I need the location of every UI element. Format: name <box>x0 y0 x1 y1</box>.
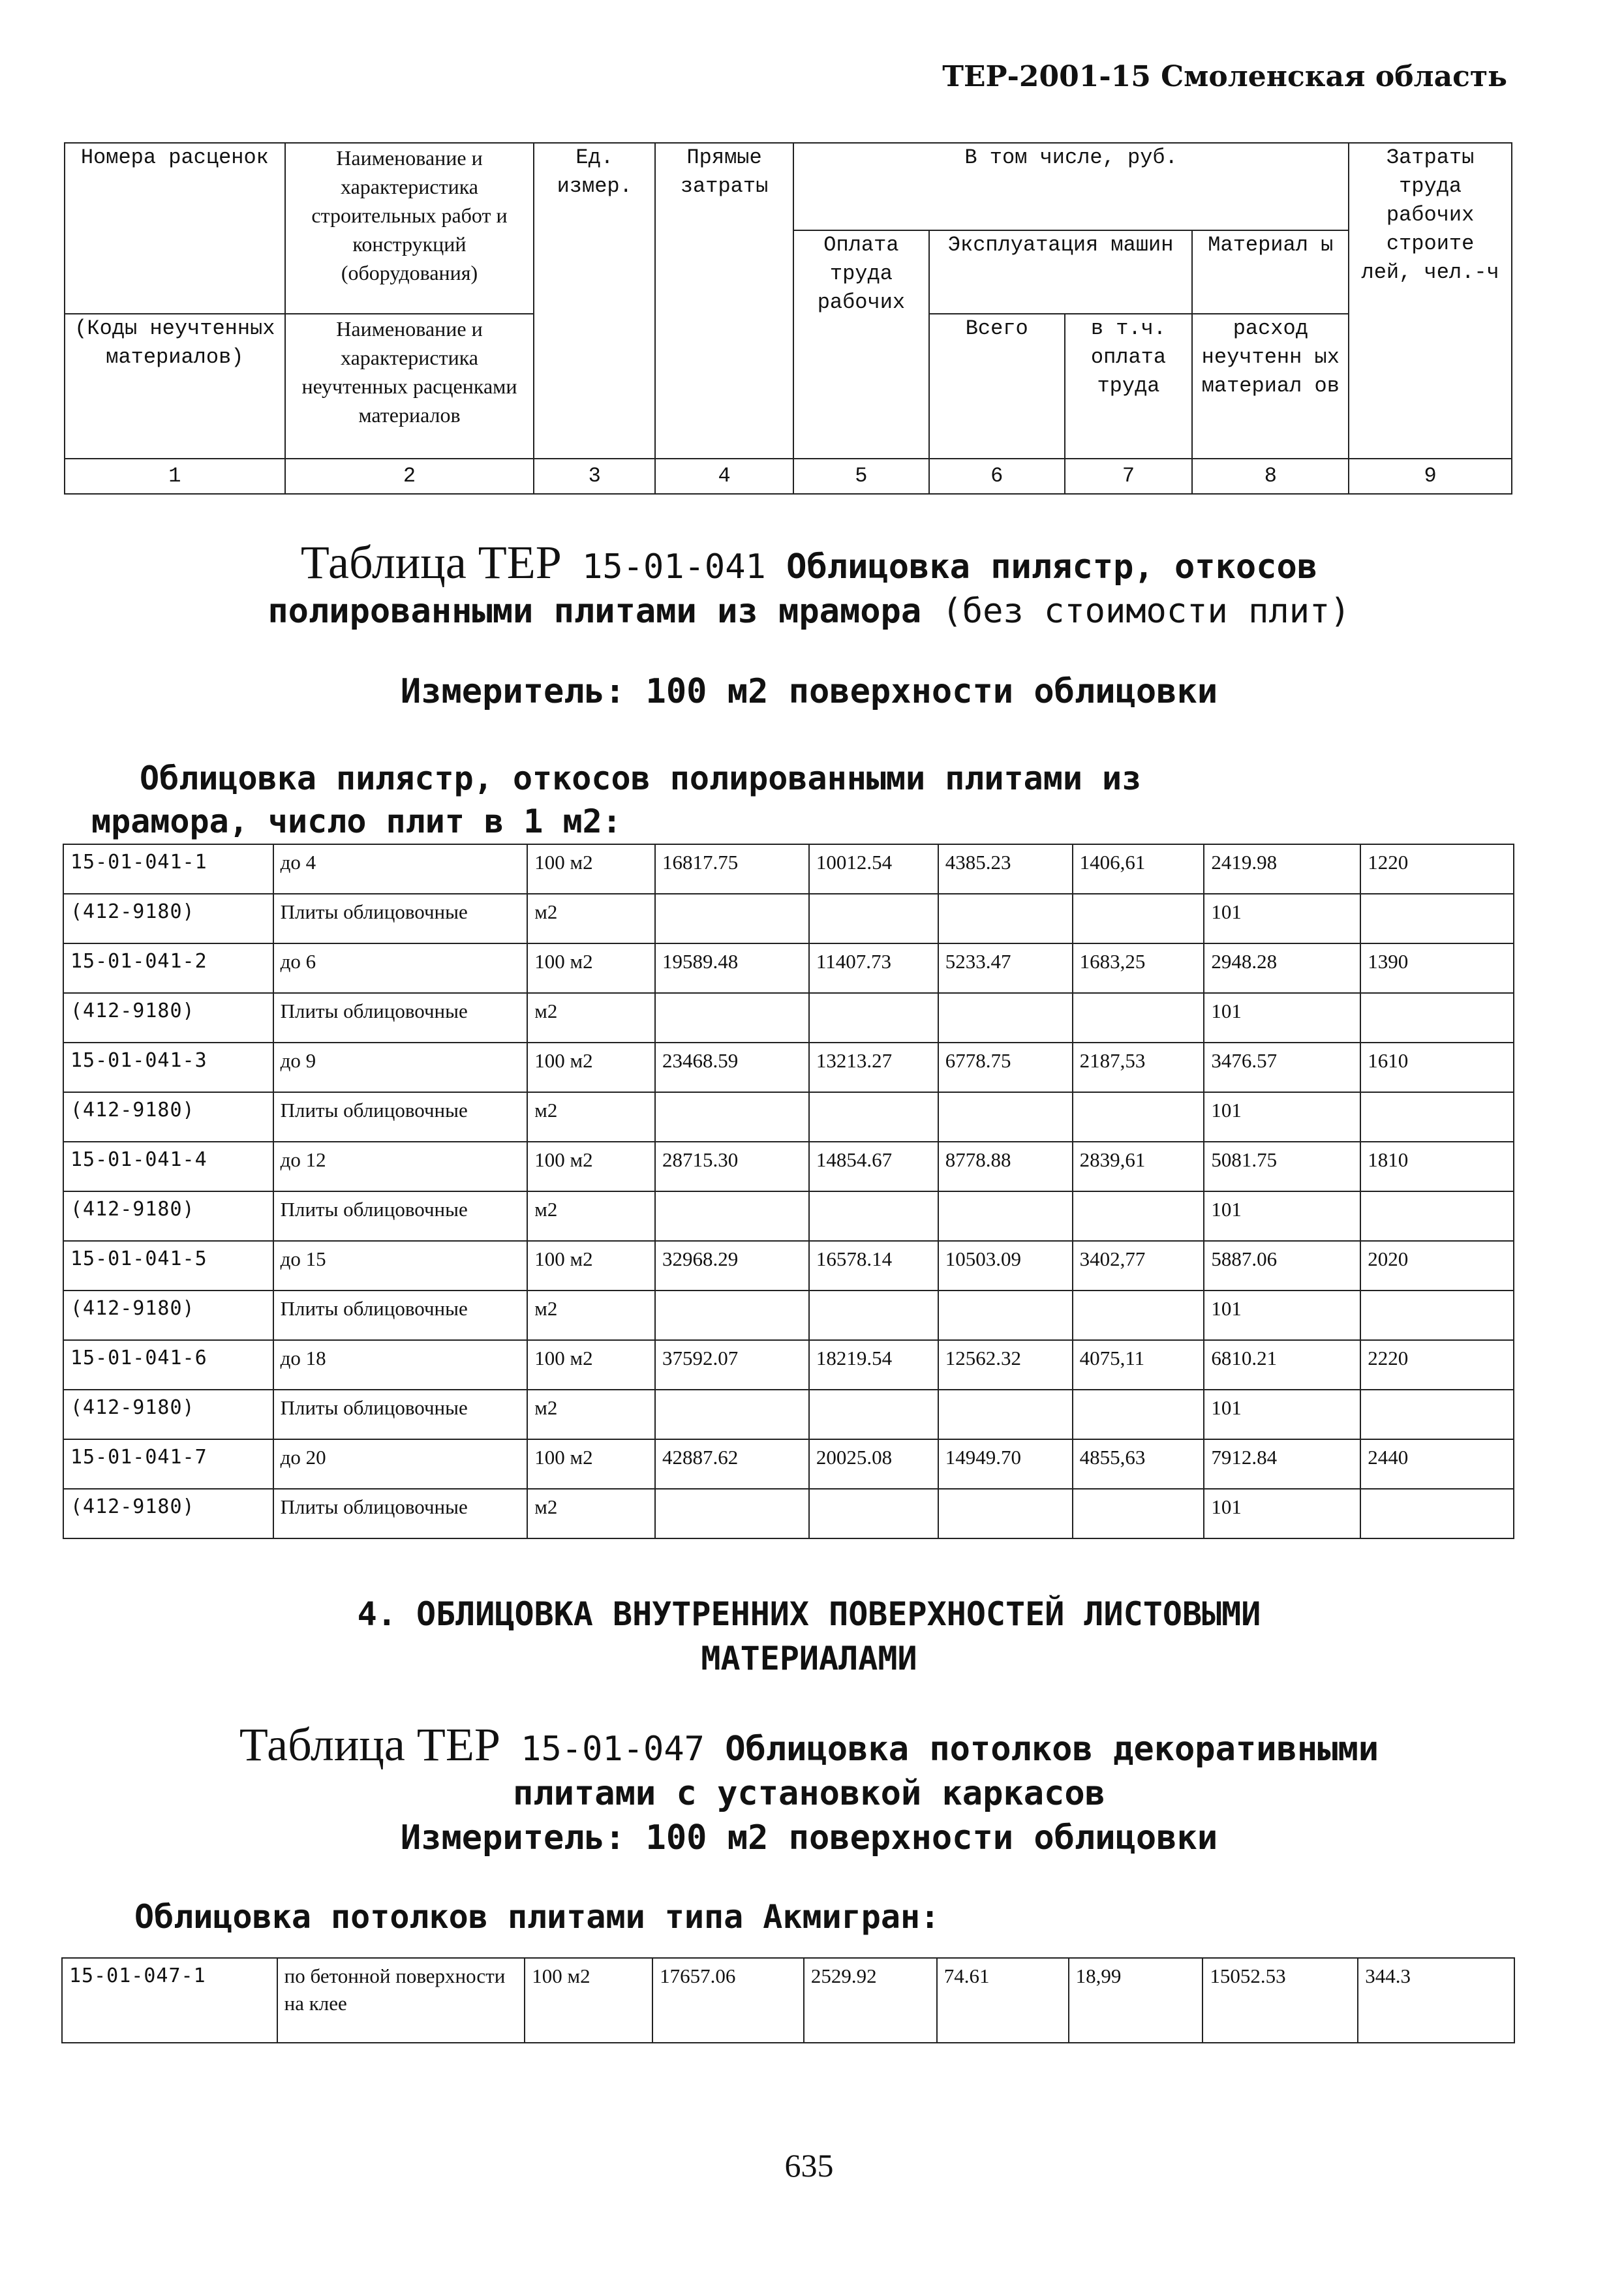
header-unit: Ед. измер. <box>534 143 655 459</box>
table-row <box>63 993 1514 1043</box>
table-row <box>63 1291 1514 1340</box>
table-word: Таблица ТЕР <box>300 536 562 588</box>
cell-wage: 14854.67 <box>809 1142 938 1191</box>
table-title-line2: полированными плитами из мрамора <box>268 592 922 631</box>
cell-unit: 100 м2 <box>527 1439 655 1489</box>
table-row <box>63 894 1514 943</box>
header-machines-wage: в т.ч. оплата труда <box>1065 314 1193 459</box>
cell-name: Плиты облицовочные <box>273 1191 528 1241</box>
cell-name: Плиты облицовочные <box>273 1291 528 1340</box>
cell-labor <box>1360 1191 1514 1241</box>
cell-name: до 15 <box>273 1241 528 1291</box>
cell-direct: 23468.59 <box>655 1043 809 1092</box>
cell-labor: 1810 <box>1360 1142 1514 1191</box>
cell-machines <box>938 894 1073 943</box>
cell-unit: 100 м2 <box>527 1043 655 1092</box>
cell-wage: 20025.08 <box>809 1439 938 1489</box>
cell-code: (412-9180) <box>63 1092 273 1142</box>
cell-labor: 344.3 <box>1358 1958 1514 2043</box>
column-number: 6 <box>929 459 1065 494</box>
cell-machines <box>938 1291 1073 1340</box>
cell-labor: 1220 <box>1360 844 1514 894</box>
cell-unit: 100 м2 <box>527 943 655 993</box>
column-header-table <box>64 142 1512 495</box>
cell-name: до 4 <box>273 844 528 894</box>
cell-wage <box>809 993 938 1043</box>
cell-name: Плиты облицовочные <box>273 1390 528 1439</box>
cell-labor: 1610 <box>1360 1043 1514 1092</box>
header-direct-cost: Прямые затраты <box>655 143 793 459</box>
cell-unit: м2 <box>527 993 655 1043</box>
table-row <box>63 1043 1514 1092</box>
cell-materials: 101 <box>1204 993 1360 1043</box>
cell-machines: 10503.09 <box>938 1241 1073 1291</box>
cell-direct <box>655 1092 809 1142</box>
cell-labor <box>1360 993 1514 1043</box>
table-title-15-01-041 <box>104 536 1514 634</box>
cell-materials: 6810.21 <box>1204 1340 1360 1390</box>
cell-name: до 18 <box>273 1340 528 1390</box>
table-title: Облицовка пилястр, откосов <box>786 547 1318 587</box>
cell-direct: 28715.30 <box>655 1142 809 1191</box>
cell-materials: 2419.98 <box>1204 844 1360 894</box>
cell-materials: 101 <box>1204 1191 1360 1241</box>
cell-wage <box>809 1489 938 1538</box>
cell-labor <box>1360 1092 1514 1142</box>
cell-machines: 6778.75 <box>938 1043 1073 1092</box>
table-row <box>62 1958 1514 2043</box>
cell-machines <box>938 1191 1073 1241</box>
cell-unit: 100 м2 <box>527 844 655 894</box>
group-subtitle: Облицовка пилястр, откосов полированными плитами из <box>140 759 1142 797</box>
cell-labor: 2440 <box>1360 1439 1514 1489</box>
cell-code: 15-01-041-4 <box>63 1142 273 1191</box>
cell-direct <box>655 1291 809 1340</box>
cell-machines <box>938 1390 1073 1439</box>
header-including-group: В том числе, руб. <box>793 143 1349 230</box>
cell-mach-wage: 3402,77 <box>1073 1241 1204 1291</box>
group-subtitle-line2: мрамора, число плит в 1 м2: <box>91 802 622 840</box>
cell-direct: 32968.29 <box>655 1241 809 1291</box>
cell-name: Плиты облицовочные <box>273 993 528 1043</box>
header-machines-total: Всего <box>929 314 1065 459</box>
cell-mach-wage <box>1073 1092 1204 1142</box>
cell-direct <box>655 1191 809 1241</box>
cell-code: 15-01-041-2 <box>63 943 273 993</box>
column-number: 2 <box>285 459 534 494</box>
cell-unit: м2 <box>527 1291 655 1340</box>
cell-mach-wage: 2187,53 <box>1073 1043 1204 1092</box>
column-number: 4 <box>655 459 793 494</box>
table-code: 15-01-041 <box>582 547 766 587</box>
cell-direct: 37592.07 <box>655 1340 809 1390</box>
cell-unit: м2 <box>527 1191 655 1241</box>
column-number: 3 <box>534 459 655 494</box>
cell-unit: м2 <box>527 1390 655 1439</box>
cell-labor <box>1360 1390 1514 1439</box>
group-subtitle: Облицовка потолков плитами типа Акмигран: <box>134 1898 940 1936</box>
cell-mach-wage <box>1073 1489 1204 1538</box>
cell-labor: 2220 <box>1360 1340 1514 1390</box>
cell-code: 15-01-041-1 <box>63 844 273 894</box>
header-material-codes: (Коды неучтенных материалов) <box>65 314 285 459</box>
page-number: 635 <box>784 2147 834 2184</box>
cell-code: (412-9180) <box>63 993 273 1043</box>
cell-direct <box>655 894 809 943</box>
header-labor-cost: Затраты труда рабочих строите лей, чел.-ч <box>1349 143 1512 459</box>
cell-mach-wage: 4855,63 <box>1073 1439 1204 1489</box>
cell-unit: 100 м2 <box>527 1142 655 1191</box>
cell-direct: 42887.62 <box>655 1439 809 1489</box>
cell-machines <box>938 1092 1073 1142</box>
cell-direct: 19589.48 <box>655 943 809 993</box>
cell-unit: м2 <box>527 1489 655 1538</box>
table-row <box>63 1142 1514 1191</box>
cell-wage <box>809 1092 938 1142</box>
cell-mach-wage <box>1073 894 1204 943</box>
cell-code: (412-9180) <box>63 1191 273 1241</box>
cell-direct <box>655 993 809 1043</box>
table-row <box>63 844 1514 894</box>
cell-labor <box>1360 1489 1514 1538</box>
running-head: ТЕР-2001-15 Смоленская область <box>942 60 1507 93</box>
header-machine-operation: Эксплуатация машин <box>929 230 1193 314</box>
rates-table-15-01-041 <box>63 844 1514 1539</box>
header-work-name: Наименование и характеристика строительных работ и конструкций (оборудования) <box>285 143 534 314</box>
cell-machines: 5233.47 <box>938 943 1073 993</box>
cell-code: 15-01-047-1 <box>62 1958 277 2043</box>
cell-labor <box>1360 1291 1514 1340</box>
cell-unit: м2 <box>527 1092 655 1142</box>
table-code: 15-01-047 <box>521 1730 705 1769</box>
cell-machines: 74.61 <box>937 1958 1069 2043</box>
table-title-line2: плитами с установкой каркасов <box>513 1774 1105 1813</box>
table-title-15-01-047 <box>104 1719 1514 1860</box>
measure-unit: Измеритель: 100 м2 поверхности облицовки <box>400 1818 1218 1857</box>
cell-wage <box>809 1390 938 1439</box>
cell-materials: 101 <box>1204 894 1360 943</box>
cell-materials: 3476.57 <box>1204 1043 1360 1092</box>
cell-direct: 17657.06 <box>652 1958 804 2043</box>
cell-name: Плиты облицовочные <box>273 894 528 943</box>
cell-mach-wage: 1406,61 <box>1073 844 1204 894</box>
cell-wage: 10012.54 <box>809 844 938 894</box>
table-row <box>63 943 1514 993</box>
section-heading-line2: МАТЕРИАЛАМИ <box>701 1640 917 1677</box>
section-heading-line1: 4. ОБЛИЦОВКА ВНУТРЕННИХ ПОВЕРХНОСТЕЙ ЛИСТОВЫМИ <box>357 1595 1261 1633</box>
table-row <box>63 1390 1514 1439</box>
cell-wage: 16578.14 <box>809 1241 938 1291</box>
cell-mach-wage: 1683,25 <box>1073 943 1204 993</box>
column-number: 9 <box>1349 459 1512 494</box>
table-word: Таблица ТЕР <box>239 1719 500 1771</box>
cell-mach-wage <box>1073 1191 1204 1241</box>
cell-materials: 5887.06 <box>1204 1241 1360 1291</box>
cell-materials: 101 <box>1204 1092 1360 1142</box>
cell-machines <box>938 1489 1073 1538</box>
cell-name: до 9 <box>273 1043 528 1092</box>
table-row <box>63 1241 1514 1291</box>
cell-wage <box>809 1291 938 1340</box>
cell-direct: 16817.75 <box>655 844 809 894</box>
cell-labor: 1390 <box>1360 943 1514 993</box>
cell-machines <box>938 993 1073 1043</box>
column-number: 5 <box>793 459 929 494</box>
cell-unit: 100 м2 <box>527 1340 655 1390</box>
cell-unit: 100 м2 <box>527 1241 655 1291</box>
cell-wage <box>809 894 938 943</box>
table-row <box>63 1191 1514 1241</box>
cell-materials: 7912.84 <box>1204 1439 1360 1489</box>
header-rate-number: Номера расценок <box>65 143 285 314</box>
cell-code: 15-01-041-7 <box>63 1439 273 1489</box>
cell-mach-wage <box>1073 1390 1204 1439</box>
cell-materials: 101 <box>1204 1489 1360 1538</box>
measure-unit: Измеритель: 100 м2 поверхности облицовки <box>400 672 1218 711</box>
cell-labor <box>1360 894 1514 943</box>
cell-name: до 20 <box>273 1439 528 1489</box>
cell-name: Плиты облицовочные <box>273 1489 528 1538</box>
cell-machines: 8778.88 <box>938 1142 1073 1191</box>
cell-direct <box>655 1390 809 1439</box>
cell-unit: 100 м2 <box>525 1958 652 2043</box>
cell-machines: 4385.23 <box>938 844 1073 894</box>
cell-materials: 5081.75 <box>1204 1142 1360 1191</box>
column-number: 7 <box>1065 459 1193 494</box>
cell-mach-wage <box>1073 993 1204 1043</box>
header-materials: Материал ы <box>1192 230 1349 314</box>
table-row <box>63 1340 1514 1390</box>
cell-wage: 13213.27 <box>809 1043 938 1092</box>
cell-machines: 14949.70 <box>938 1439 1073 1489</box>
cell-code: (412-9180) <box>63 894 273 943</box>
cell-code: 15-01-041-5 <box>63 1241 273 1291</box>
cell-code: 15-01-041-3 <box>63 1043 273 1092</box>
cell-wage: 11407.73 <box>809 943 938 993</box>
cell-wage: 18219.54 <box>809 1340 938 1390</box>
rates-table-15-01-047 <box>61 1957 1515 2043</box>
header-material-name: Наименование и характеристика неучтенных расценками материалов <box>285 314 534 459</box>
table-title-note: (без стоимости плит) <box>942 592 1351 631</box>
table-row <box>63 1092 1514 1142</box>
cell-mach-wage: 4075,11 <box>1073 1340 1204 1390</box>
cell-unit: м2 <box>527 894 655 943</box>
cell-materials: 101 <box>1204 1390 1360 1439</box>
cell-name: по бетонной поверхности на клее <box>277 1958 525 2043</box>
cell-materials: 15052.53 <box>1203 1958 1358 2043</box>
cell-name: Плиты облицовочные <box>273 1092 528 1142</box>
header-material-consumption: расход неучтенн ых материал ов <box>1192 314 1349 459</box>
cell-materials: 101 <box>1204 1291 1360 1340</box>
cell-code: (412-9180) <box>63 1489 273 1538</box>
cell-code: (412-9180) <box>63 1291 273 1340</box>
cell-mach-wage <box>1073 1291 1204 1340</box>
column-number: 1 <box>65 459 285 494</box>
cell-machines: 12562.32 <box>938 1340 1073 1390</box>
column-number: 8 <box>1192 459 1349 494</box>
cell-labor: 2020 <box>1360 1241 1514 1291</box>
table-row <box>63 1439 1514 1489</box>
cell-wage <box>809 1191 938 1241</box>
cell-name: до 6 <box>273 943 528 993</box>
header-worker-wage: Оплата труда рабочих <box>793 230 929 459</box>
cell-direct <box>655 1489 809 1538</box>
cell-code: 15-01-041-6 <box>63 1340 273 1390</box>
cell-wage: 2529.92 <box>804 1958 937 2043</box>
cell-mach-wage: 2839,61 <box>1073 1142 1204 1191</box>
cell-name: до 12 <box>273 1142 528 1191</box>
cell-mach-wage: 18,99 <box>1069 1958 1203 2043</box>
table-title: Облицовка потолков декоративными <box>725 1730 1379 1769</box>
cell-materials: 2948.28 <box>1204 943 1360 993</box>
table-row <box>63 1489 1514 1538</box>
cell-code: (412-9180) <box>63 1390 273 1439</box>
section-heading <box>104 1592 1514 1681</box>
